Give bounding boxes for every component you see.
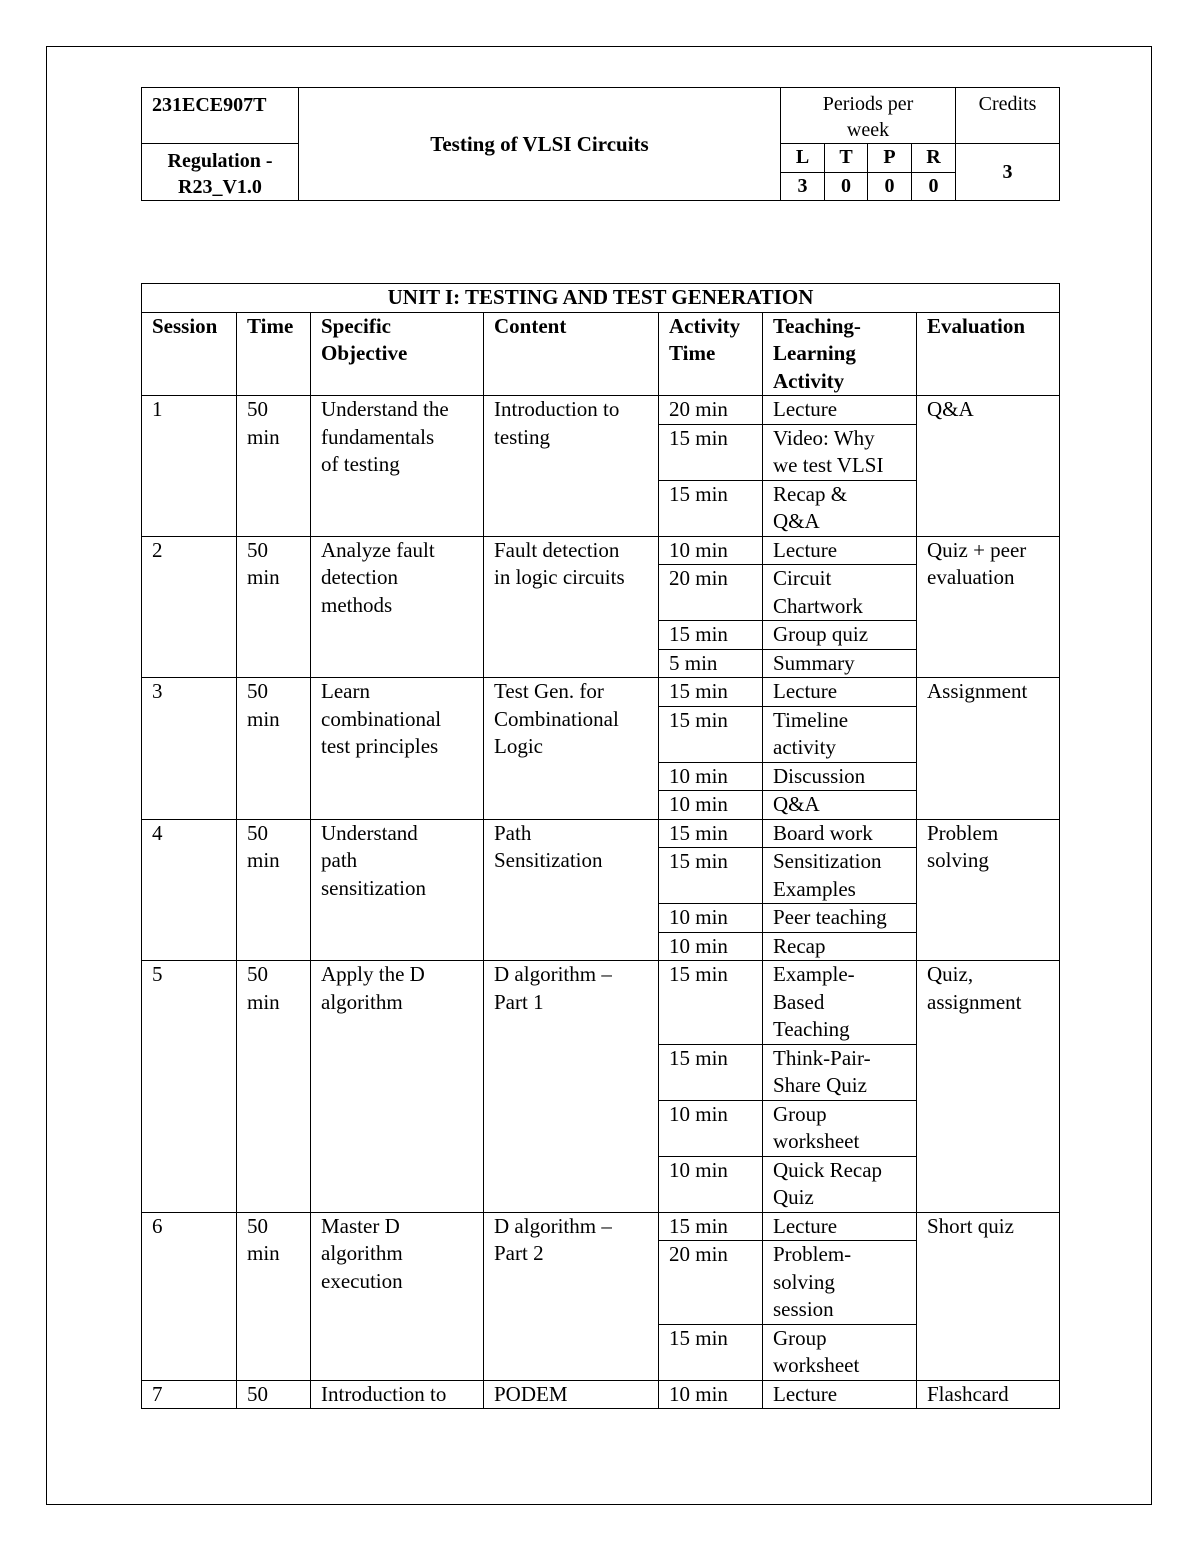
specific-objective-line: Understand the (321, 397, 449, 421)
specific-objective (311, 961, 484, 1213)
session-time-line: 50 (247, 1213, 268, 1238)
table-row (142, 961, 1060, 1045)
content-line: Fault detection (494, 537, 620, 562)
periods-label-line: week (846, 119, 890, 141)
session-number: 3 (142, 678, 237, 820)
content-line: Sensitization (494, 848, 603, 872)
teaching-learning-activity (763, 1212, 917, 1241)
teaching-learning-activity (763, 1380, 917, 1409)
unit-title: UNIT I: TESTING AND TEST GENERATION (142, 284, 1060, 313)
specific-objective-line: Learn (321, 679, 370, 703)
activity-time: 10 min (659, 932, 763, 961)
header-line: Learning (773, 341, 856, 365)
teaching-learning-activity-line: solving (773, 1269, 835, 1294)
teaching-learning-activity-line: Quiz (773, 1185, 814, 1209)
teaching-learning-activity-line: Recap & (773, 481, 848, 506)
activity-time: 10 min (659, 791, 763, 820)
content (484, 1212, 659, 1380)
evaluation-line: assignment (927, 989, 1022, 1014)
specific-objective-line: combinational (321, 706, 442, 731)
activity-time: 15 min (659, 706, 763, 762)
specific-objective (311, 1380, 484, 1409)
ltpr-label-l: L (781, 144, 825, 173)
specific-objective (311, 396, 484, 537)
activity-time: 15 min (659, 480, 763, 536)
content-line: in logic circuits (494, 565, 625, 589)
session-time-line: min (247, 424, 280, 449)
specific-objective-line: algorithm (321, 1241, 403, 1265)
activity-time: 15 min (659, 1324, 763, 1380)
activity-time: 10 min (659, 536, 763, 565)
teaching-learning-activity (763, 762, 917, 791)
specific-objective-line: algorithm (321, 989, 403, 1014)
session-number: 4 (142, 819, 237, 961)
specific-objective-line: fundamentals (321, 424, 435, 449)
session-time-line: min (247, 1241, 280, 1265)
session-time-line: 50 (247, 820, 268, 845)
teaching-learning-activity-line: Lecture (773, 679, 838, 703)
teaching-learning-activity-line: Problem- (773, 1242, 852, 1266)
teaching-learning-activity (763, 649, 917, 678)
teaching-learning-activity-line: Teaching (773, 1017, 850, 1041)
ltpr-label-r: R (912, 144, 956, 173)
specific-objective (311, 819, 484, 961)
teaching-learning-activity-line: Lecture (773, 1213, 838, 1238)
activity-time: 10 min (659, 1380, 763, 1409)
evaluation-line: Q&A (927, 397, 974, 421)
column-header-teaching-learning-activity (763, 312, 917, 396)
session-number: 6 (142, 1212, 237, 1380)
ltpr-value-l: 3 (781, 172, 825, 201)
session-number: 2 (142, 536, 237, 678)
column-header-evaluation: Evaluation (917, 312, 1060, 396)
teaching-learning-activity-line: Board work (773, 820, 873, 845)
teaching-learning-activity-line: Think-Pair- (773, 1045, 871, 1070)
teaching-learning-activity-line: we test VLSI (773, 453, 884, 477)
header-line: Activity (773, 368, 845, 393)
activity-time: 15 min (659, 848, 763, 904)
teaching-learning-activity (763, 1156, 917, 1212)
session-number: 5 (142, 961, 237, 1213)
session-time (237, 961, 311, 1213)
session-time-line: min (247, 706, 280, 731)
course-title: Testing of VLSI Circuits (299, 88, 781, 201)
evaluation (917, 678, 1060, 820)
content (484, 536, 659, 678)
content-line: testing (494, 424, 550, 449)
ltpr-value-r: 0 (912, 172, 956, 201)
evaluation (917, 536, 1060, 678)
teaching-learning-activity (763, 791, 917, 820)
teaching-learning-activity-line: Share Quiz (773, 1073, 867, 1097)
specific-objective-line: Analyze fault (321, 537, 435, 562)
teaching-learning-activity-line: Chartwork (773, 593, 863, 618)
teaching-learning-activity-line: Examples (773, 876, 856, 901)
periods-per-week-label (781, 88, 956, 144)
content-line: Part 2 (494, 1241, 544, 1265)
activity-time: 20 min (659, 565, 763, 621)
content-line: D algorithm – (494, 962, 612, 986)
specific-objective (311, 678, 484, 820)
teaching-learning-activity (763, 621, 917, 650)
teaching-learning-activity-line: Q&A (773, 509, 820, 533)
activity-time: 20 min (659, 396, 763, 425)
evaluation (917, 1380, 1060, 1409)
content-line: PODEM (494, 1381, 568, 1406)
table-row (142, 536, 1060, 565)
teaching-learning-activity-line: Lecture (773, 397, 838, 421)
evaluation (917, 396, 1060, 537)
activity-time: 20 min (659, 1241, 763, 1325)
content (484, 1380, 659, 1409)
column-header-session: Session (142, 312, 237, 396)
teaching-learning-activity (763, 565, 917, 621)
session-time (237, 396, 311, 537)
specific-objective-line: execution (321, 1268, 403, 1293)
specific-objective-line: test principles (321, 734, 439, 758)
teaching-learning-activity-line: Q&A (773, 792, 820, 816)
course-code: 231ECE907T (142, 88, 299, 144)
content-line: Logic (494, 734, 543, 758)
teaching-learning-activity (763, 819, 917, 848)
session-time-line: 50 (247, 679, 268, 703)
credits-value: 3 (956, 144, 1060, 201)
regulation-line: Regulation - (167, 150, 273, 172)
column-header-activity-time (659, 312, 763, 396)
evaluation-line: solving (927, 848, 989, 872)
evaluation-line: Problem (927, 820, 999, 845)
activity-time: 15 min (659, 621, 763, 650)
content-line: D algorithm – (494, 1213, 612, 1238)
teaching-learning-activity-line: activity (773, 735, 836, 759)
content-line: Part 1 (494, 989, 544, 1014)
session-time-line: min (247, 565, 280, 589)
teaching-learning-activity-line: Based (773, 989, 825, 1014)
ltpr-value-p: 0 (868, 172, 912, 201)
teaching-learning-activity (763, 536, 917, 565)
specific-objective-line: Introduction to (321, 1381, 447, 1406)
evaluation-line: Assignment (927, 679, 1028, 703)
session-time-line: 50 (247, 962, 268, 986)
regulation (142, 144, 299, 201)
activity-time: 15 min (659, 819, 763, 848)
teaching-learning-activity-line: worksheet (773, 1129, 860, 1153)
table-row (142, 678, 1060, 707)
activity-time: 10 min (659, 1156, 763, 1212)
activity-time: 10 min (659, 904, 763, 933)
ltpr-label-p: P (868, 144, 912, 173)
activity-time: 5 min (659, 649, 763, 678)
teaching-learning-activity-line: Recap (773, 933, 826, 958)
activity-time: 15 min (659, 424, 763, 480)
teaching-learning-activity-line: Group quiz (773, 622, 869, 646)
content-line: Combinational (494, 706, 619, 731)
specific-objective-line: Understand (321, 820, 418, 845)
content (484, 819, 659, 961)
teaching-learning-activity (763, 848, 917, 904)
specific-objective-line: path (321, 848, 358, 872)
session-time-line: min (247, 848, 280, 872)
teaching-learning-activity-line: Group (773, 1325, 827, 1350)
teaching-learning-activity (763, 1044, 917, 1100)
teaching-learning-activity-line: Quick Recap (773, 1157, 883, 1182)
periods-label-line: Periods per (822, 93, 914, 115)
content (484, 396, 659, 537)
activity-time: 10 min (659, 1100, 763, 1156)
content-line: Test Gen. for (494, 679, 604, 703)
teaching-learning-activity (763, 904, 917, 933)
teaching-learning-activity-line: Lecture (773, 1381, 838, 1406)
evaluation-line: evaluation (927, 565, 1015, 589)
session-number: 7 (142, 1380, 237, 1409)
specific-objective-line: of testing (321, 452, 400, 476)
teaching-learning-activity (763, 706, 917, 762)
teaching-learning-activity-line: Group (773, 1101, 827, 1126)
teaching-learning-activity (763, 480, 917, 536)
header-line: Activity (669, 313, 741, 338)
teaching-learning-activity (763, 424, 917, 480)
teaching-learning-activity-line: session (773, 1297, 834, 1321)
activity-time: 15 min (659, 1044, 763, 1100)
teaching-learning-activity (763, 932, 917, 961)
specific-objective-line: Apply the D (321, 962, 425, 986)
content-line: Introduction to (494, 397, 620, 421)
session-time-line: 50 (247, 537, 268, 562)
header-line: Teaching- (773, 313, 861, 338)
session-time (237, 819, 311, 961)
teaching-learning-activity-line: Circuit (773, 566, 832, 590)
specific-objective-line: detection (321, 565, 398, 589)
specific-objective (311, 1212, 484, 1380)
session-time-line: min (247, 989, 280, 1014)
teaching-learning-activity (763, 1100, 917, 1156)
teaching-learning-activity-line: Peer teaching (773, 905, 887, 929)
evaluation-line: Flashcard (927, 1381, 1009, 1406)
activity-time: 15 min (659, 678, 763, 707)
teaching-learning-activity-line: Sensitization (773, 849, 882, 873)
session-time (237, 1212, 311, 1380)
session-number: 1 (142, 396, 237, 537)
header-line: Objective (321, 341, 408, 365)
evaluation-line: Quiz + peer (927, 537, 1027, 562)
session-time (237, 536, 311, 678)
content-line: Path (494, 820, 532, 845)
teaching-learning-activity (763, 1241, 917, 1325)
teaching-learning-activity (763, 396, 917, 425)
specific-objective-line: Master D (321, 1213, 400, 1238)
evaluation (917, 819, 1060, 961)
teaching-learning-activity-line: Discussion (773, 763, 866, 788)
activity-time: 15 min (659, 1212, 763, 1241)
teaching-learning-activity-line: worksheet (773, 1353, 860, 1377)
session-time (237, 1380, 311, 1409)
header-line: Time (669, 341, 716, 365)
teaching-learning-activity (763, 1324, 917, 1380)
specific-objective-line: sensitization (321, 875, 426, 900)
activity-time: 15 min (659, 961, 763, 1045)
session-time-line: 50 (247, 397, 268, 421)
ltpr-label-t: T (825, 144, 868, 173)
teaching-learning-activity-line: Example- (773, 962, 855, 986)
teaching-learning-activity-line: Video: Why (773, 425, 875, 450)
column-header-objective (311, 312, 484, 396)
credits-label: Credits (956, 88, 1060, 144)
table-row (142, 396, 1060, 425)
evaluation (917, 1212, 1060, 1380)
activity-time: 10 min (659, 762, 763, 791)
column-header-time: Time (237, 312, 311, 396)
session-time-line: 50 (247, 1381, 268, 1406)
evaluation (917, 961, 1060, 1213)
content (484, 961, 659, 1213)
regulation-line: R23_V1.0 (178, 176, 262, 198)
evaluation-line: Quiz, (927, 962, 974, 986)
session-time (237, 678, 311, 820)
teaching-learning-activity-line: Summary (773, 650, 855, 675)
header-line: Specific (321, 313, 391, 338)
teaching-learning-activity (763, 961, 917, 1045)
teaching-learning-activity (763, 678, 917, 707)
table-row (142, 1380, 1060, 1409)
evaluation-line: Short quiz (927, 1213, 1014, 1238)
teaching-learning-activity-line: Timeline (773, 707, 849, 732)
unit-table (141, 283, 1060, 1409)
table-row (142, 1212, 1060, 1241)
specific-objective (311, 536, 484, 678)
ltpr-value-t: 0 (825, 172, 868, 201)
column-header-content: Content (484, 312, 659, 396)
content (484, 678, 659, 820)
specific-objective-line: methods (321, 592, 393, 617)
course-header-table (141, 87, 1060, 201)
table-row (142, 819, 1060, 848)
teaching-learning-activity-line: Lecture (773, 537, 838, 562)
